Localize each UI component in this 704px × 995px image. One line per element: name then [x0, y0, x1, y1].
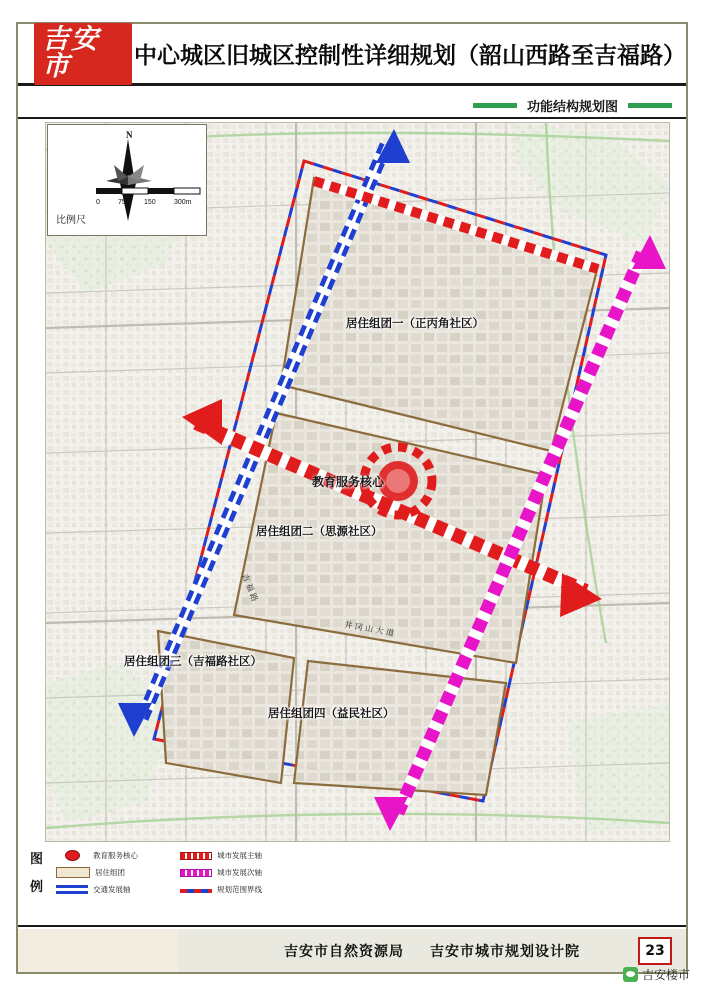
watermark	[623, 966, 690, 983]
traffic-axis-icon	[56, 885, 88, 894]
footer-org-right: 吉安市城市规划设计院	[430, 943, 580, 960]
leaf-icon	[623, 967, 638, 982]
scale-tick-0: 0	[96, 199, 100, 206]
legend-label-boundary: 规划范围界线	[217, 885, 262, 894]
scale-tick-75: 75	[118, 199, 126, 206]
svg-text:井 冈 山 大 道: 井 冈 山 大 道	[343, 620, 395, 638]
subtitle: 功能结构规划图	[526, 99, 618, 115]
map-label-education-core: 教育服务核心	[312, 475, 385, 489]
legend	[30, 846, 280, 906]
legend-item-boundary	[180, 882, 300, 897]
watermark-text: 吉安楼市	[641, 968, 690, 982]
footer-org-left: 吉安市自然资源局	[284, 943, 404, 960]
legend-label-main-axis: 城市发展主轴	[217, 851, 262, 860]
footer	[18, 925, 686, 972]
north-letter: N	[126, 130, 133, 140]
education-core-icon	[56, 851, 88, 860]
legend-item-main-axis	[180, 848, 300, 863]
legend-column-right	[180, 848, 300, 899]
footer-left-block	[18, 929, 178, 972]
scale-label: 比例尺	[56, 215, 86, 226]
map-label-group3: 居住组团三（吉福路社区）	[124, 654, 262, 668]
svg-text:吉 福 路: 吉 福 路	[240, 572, 260, 603]
legend-item-core	[56, 848, 166, 863]
legend-label-core: 教育服务核心	[93, 851, 138, 860]
title-bar	[18, 24, 686, 86]
city-badge: 吉安市	[34, 23, 132, 85]
map-label-group4: 居住组团四（益民社区）	[268, 706, 395, 720]
legend-item-secondary-axis	[180, 865, 300, 880]
scale-tick-300: 300m	[174, 199, 192, 206]
legend-label-group: 居住组团	[95, 868, 125, 877]
secondary-axis-icon	[180, 869, 212, 877]
main-axis-icon	[180, 852, 212, 860]
legend-label-secondary-axis: 城市发展次轴	[217, 868, 262, 877]
legend-char-tu: 图	[30, 852, 44, 867]
subtitle-rule-right	[628, 103, 672, 108]
legend-label-traffic: 交通发展轴	[93, 885, 131, 894]
planning-boundary-icon	[180, 889, 212, 893]
page-number: 23	[638, 937, 672, 965]
scale-tick-150: 150	[144, 199, 156, 206]
legend-item-traffic	[56, 882, 166, 897]
legend-char-li: 例	[30, 880, 44, 895]
legend-item-group	[56, 865, 166, 880]
map-label-group1: 居住组团一（正丙角社区）	[346, 316, 484, 330]
residential-group-swatch-icon	[56, 867, 90, 878]
header-divider	[18, 117, 686, 119]
legend-column-left	[56, 848, 166, 899]
scale-tick-labels	[96, 199, 204, 211]
subtitle-rule-left	[473, 103, 517, 108]
page-title: 中心城区旧城区控制性详细规划（韶山西路至吉福路）	[134, 43, 686, 69]
map-label-group2: 居住组团二（思源社区）	[256, 524, 383, 538]
subtitle-row	[18, 92, 686, 118]
north-arrow-scale-box	[47, 124, 207, 236]
footer-center-block	[178, 929, 686, 972]
